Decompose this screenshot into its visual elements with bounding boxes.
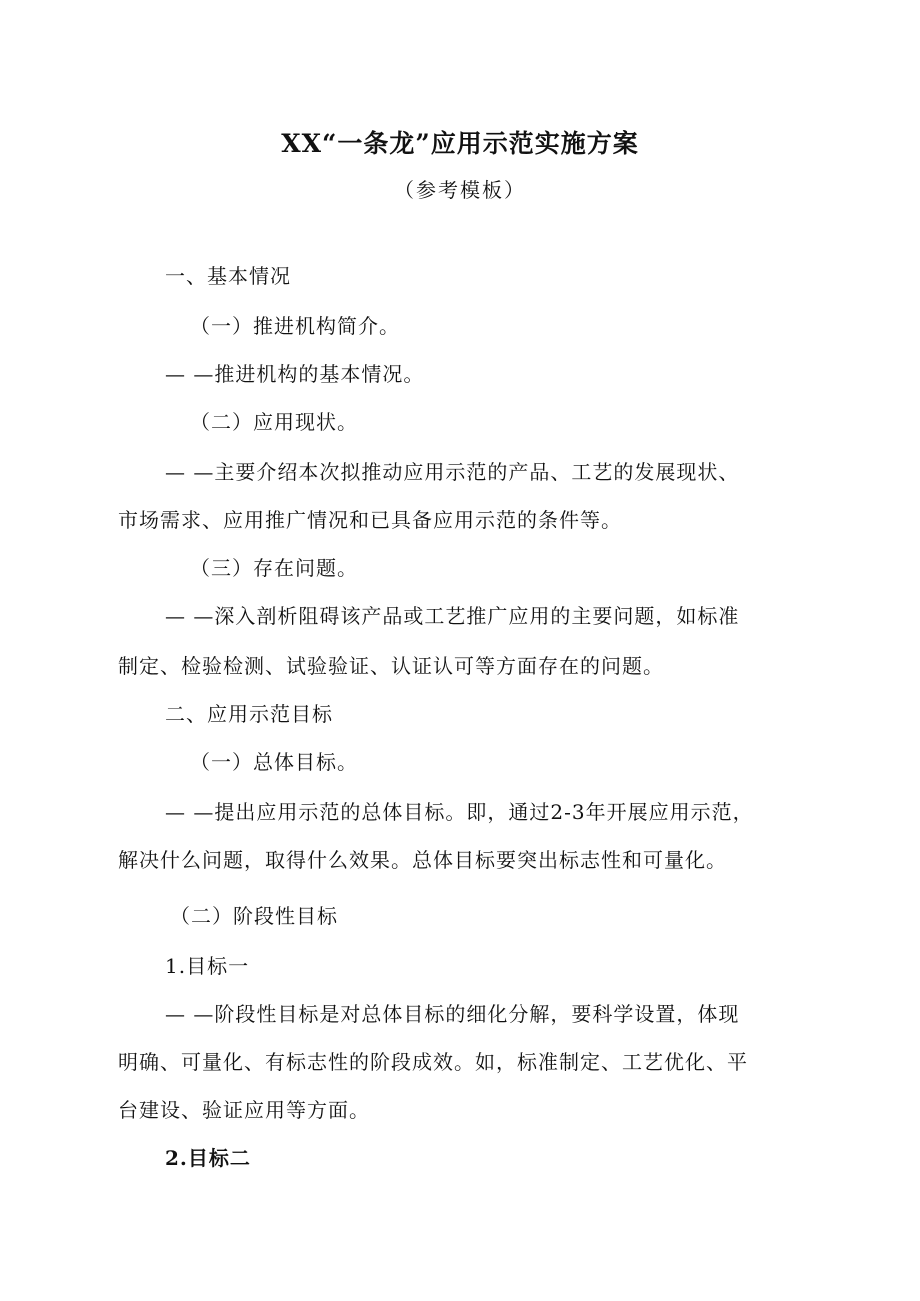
paragraph-line: 台建设、验证应用等方面。 <box>118 1098 370 1122</box>
subsection-heading-agency-intro: （一）推进机构简介。 <box>190 314 400 338</box>
paragraph-line: 制定、检验检测、试验验证、认证认可等方面存在的问题。 <box>118 654 664 678</box>
paragraph-line: 明确、可量化、有标志性的阶段成效。如，标准制定、工艺优化、平 <box>118 1050 748 1074</box>
subsection-heading-application-status: （二）应用现状。 <box>190 410 358 434</box>
document-subtitle: （参考模板） <box>394 178 526 202</box>
subsection-heading-stage-goals: （二）阶段性目标 <box>170 904 338 928</box>
item-heading-goal-two: 2.目标二 <box>165 1146 251 1170</box>
paragraph-line: — —主要介绍本次拟推动应用示范的产品、工艺的发展现状、 <box>165 460 740 484</box>
paragraph-line: — —推进机构的基本情况。 <box>165 362 425 386</box>
paragraph-line: — —提出应用示范的总体目标。即，通过2-3年开展应用示范， <box>165 800 754 824</box>
subsection-heading-existing-problems: （三）存在问题。 <box>190 556 358 580</box>
section-heading-basic-situation: 一、基本情况 <box>165 264 291 288</box>
section-heading-demo-goals: 二、应用示范目标 <box>165 702 333 726</box>
paragraph-line: 市场需求、应用推广情况和已具备应用示范的条件等。 <box>118 508 622 532</box>
paragraph-line: 解决什么问题，取得什么效果。总体目标要突出标志性和可量化。 <box>118 848 727 872</box>
document-title: XX“一条龙”应用示范实施方案 <box>281 129 639 158</box>
item-heading-goal-one: 1.目标一 <box>165 954 250 978</box>
paragraph-line: — —阶段性目标是对总体目标的细化分解，要科学设置，体现 <box>165 1002 740 1026</box>
subsection-heading-overall-goal: （一）总体目标。 <box>190 750 358 774</box>
paragraph-line: — —深入剖析阻碍该产品或工艺推广应用的主要问题，如标准 <box>165 604 740 628</box>
